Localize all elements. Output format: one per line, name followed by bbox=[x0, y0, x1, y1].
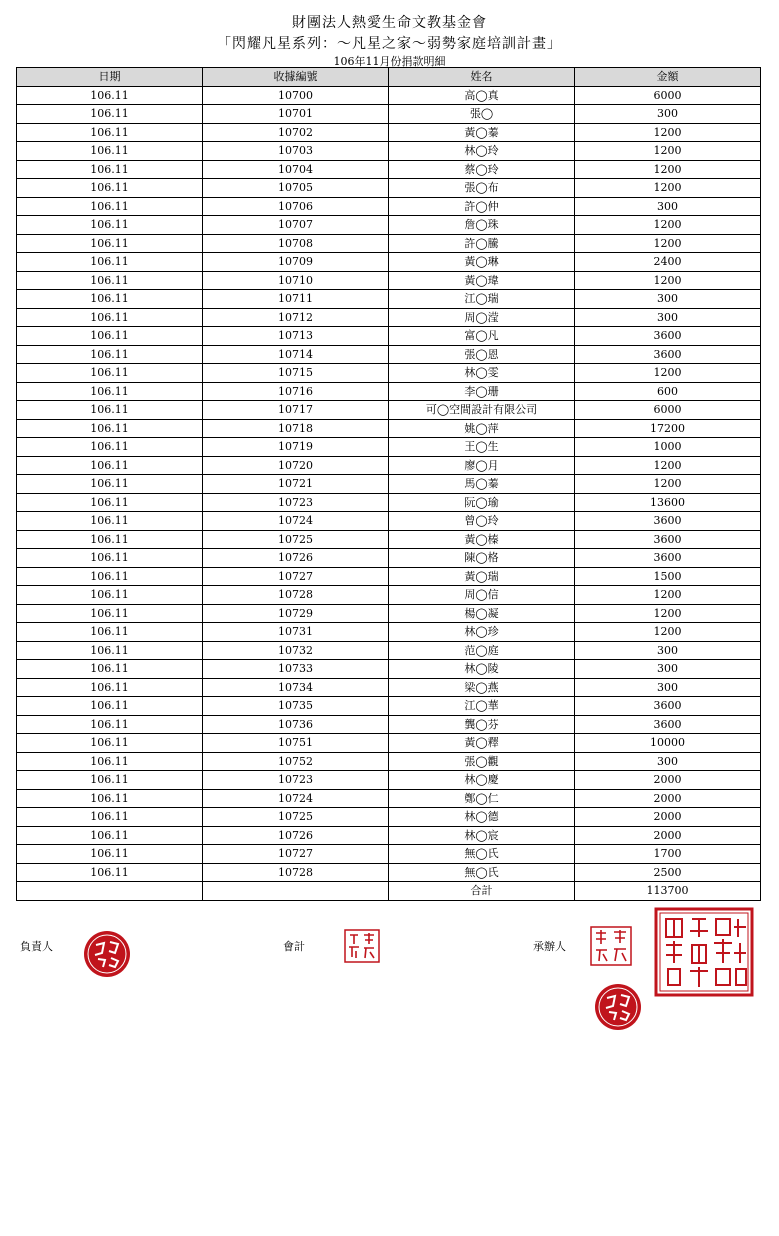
table-row bbox=[17, 826, 761, 845]
receipt-number-cell: 10752 bbox=[203, 752, 389, 771]
donor-name-cell: 陳◯格 bbox=[389, 549, 575, 568]
date-cell: 106.11 bbox=[17, 641, 203, 660]
receipt-number-cell: 10709 bbox=[203, 253, 389, 272]
donor-name-cell: 黃◯蓁 bbox=[389, 123, 575, 142]
date-cell: 106.11 bbox=[17, 549, 203, 568]
receipt-number-cell: 10703 bbox=[203, 142, 389, 161]
receipt-number-cell: 10710 bbox=[203, 271, 389, 290]
donor-name-cell: 林◯珍 bbox=[389, 623, 575, 642]
table-row bbox=[17, 105, 761, 124]
receipt-number-cell: 10725 bbox=[203, 808, 389, 827]
table-row bbox=[17, 401, 761, 420]
accounting-label: 會計 bbox=[283, 940, 305, 953]
date-cell: 106.11 bbox=[17, 327, 203, 346]
donor-name-cell: 江◯瑞 bbox=[389, 290, 575, 309]
date-cell: 106.11 bbox=[17, 863, 203, 882]
table-row bbox=[17, 438, 761, 457]
amount-cell: 1200 bbox=[575, 160, 761, 179]
handler-seal-icon bbox=[590, 926, 632, 966]
donor-name-cell: 周◯信 bbox=[389, 586, 575, 605]
receipt-number-cell: 10732 bbox=[203, 641, 389, 660]
receipt-number-cell: 10712 bbox=[203, 308, 389, 327]
table-row bbox=[17, 123, 761, 142]
col-name-header: 姓名 bbox=[389, 68, 575, 87]
receipt-number-cell: 10705 bbox=[203, 179, 389, 198]
receipt-number-cell: 10702 bbox=[203, 123, 389, 142]
amount-cell: 1200 bbox=[575, 604, 761, 623]
donor-name-cell: 高◯真 bbox=[389, 86, 575, 105]
date-cell: 106.11 bbox=[17, 752, 203, 771]
amount-cell: 3600 bbox=[575, 512, 761, 531]
table-row bbox=[17, 197, 761, 216]
receipt-number-cell: 10713 bbox=[203, 327, 389, 346]
receipt-number-cell: 10731 bbox=[203, 623, 389, 642]
date-cell: 106.11 bbox=[17, 530, 203, 549]
donor-name-cell: 蔡◯玲 bbox=[389, 160, 575, 179]
date-cell: 106.11 bbox=[17, 808, 203, 827]
responsible-label: 負責人 bbox=[20, 940, 53, 953]
table-row bbox=[17, 327, 761, 346]
amount-cell: 1200 bbox=[575, 623, 761, 642]
date-cell: 106.11 bbox=[17, 623, 203, 642]
date-cell: 106.11 bbox=[17, 123, 203, 142]
table-row bbox=[17, 623, 761, 642]
table-row bbox=[17, 364, 761, 383]
date-cell: 106.11 bbox=[17, 715, 203, 734]
receipt-number-cell: 10733 bbox=[203, 660, 389, 679]
table-row bbox=[17, 160, 761, 179]
table-row bbox=[17, 419, 761, 438]
amount-cell: 1200 bbox=[575, 234, 761, 253]
table-row bbox=[17, 456, 761, 475]
table-row bbox=[17, 86, 761, 105]
date-cell: 106.11 bbox=[17, 493, 203, 512]
table-row bbox=[17, 567, 761, 586]
amount-cell: 17200 bbox=[575, 419, 761, 438]
table-row bbox=[17, 808, 761, 827]
table-row bbox=[17, 845, 761, 864]
amount-cell: 2000 bbox=[575, 808, 761, 827]
amount-cell: 2000 bbox=[575, 826, 761, 845]
amount-cell: 300 bbox=[575, 197, 761, 216]
col-amount-header: 金額 bbox=[575, 68, 761, 87]
table-header-row bbox=[17, 68, 761, 87]
donor-name-cell: 林◯宸 bbox=[389, 826, 575, 845]
col-receipt-header: 收據編號 bbox=[203, 68, 389, 87]
donor-name-cell: 曾◯玲 bbox=[389, 512, 575, 531]
amount-cell: 300 bbox=[575, 641, 761, 660]
receipt-number-cell: 10706 bbox=[203, 197, 389, 216]
receipt-number-cell: 10715 bbox=[203, 364, 389, 383]
amount-cell: 2400 bbox=[575, 253, 761, 272]
date-cell: 106.11 bbox=[17, 419, 203, 438]
donor-name-cell: 林◯玲 bbox=[389, 142, 575, 161]
amount-cell: 13600 bbox=[575, 493, 761, 512]
receipt-number-cell: 10714 bbox=[203, 345, 389, 364]
donor-name-cell: 可◯空間設計有限公司 bbox=[389, 401, 575, 420]
table-row bbox=[17, 660, 761, 679]
table-row bbox=[17, 216, 761, 235]
table-row bbox=[17, 586, 761, 605]
donor-name-cell: 林◯慶 bbox=[389, 771, 575, 790]
total-value: 113700 bbox=[575, 882, 761, 901]
donor-name-cell: 黃◯瑞 bbox=[389, 567, 575, 586]
table-row bbox=[17, 179, 761, 198]
receipt-number-cell: 10735 bbox=[203, 697, 389, 716]
amount-cell: 300 bbox=[575, 308, 761, 327]
table-row bbox=[17, 641, 761, 660]
date-cell: 106.11 bbox=[17, 604, 203, 623]
donor-name-cell: 阮◯瑜 bbox=[389, 493, 575, 512]
table-row bbox=[17, 253, 761, 272]
report-subtitle: 106年11月份捐款明細 bbox=[333, 55, 446, 68]
amount-cell: 2500 bbox=[575, 863, 761, 882]
responsible-seal-icon bbox=[82, 929, 132, 979]
date-cell: 106.11 bbox=[17, 826, 203, 845]
date-cell: 106.11 bbox=[17, 586, 203, 605]
date-cell: 106.11 bbox=[17, 456, 203, 475]
table-row bbox=[17, 475, 761, 494]
amount-cell: 1200 bbox=[575, 586, 761, 605]
donor-name-cell: 梁◯燕 bbox=[389, 678, 575, 697]
donor-name-cell: 林◯德 bbox=[389, 808, 575, 827]
amount-cell: 1200 bbox=[575, 179, 761, 198]
amount-cell: 3600 bbox=[575, 697, 761, 716]
amount-cell: 2000 bbox=[575, 789, 761, 808]
date-cell: 106.11 bbox=[17, 160, 203, 179]
table-row bbox=[17, 530, 761, 549]
table-row bbox=[17, 142, 761, 161]
date-cell: 106.11 bbox=[17, 290, 203, 309]
table-row bbox=[17, 271, 761, 290]
date-cell: 106.11 bbox=[17, 697, 203, 716]
amount-cell: 3600 bbox=[575, 530, 761, 549]
responsible-seal-icon bbox=[593, 982, 643, 1032]
donor-name-cell: 廖◯月 bbox=[389, 456, 575, 475]
donor-name-cell: 李◯珊 bbox=[389, 382, 575, 401]
amount-cell: 1500 bbox=[575, 567, 761, 586]
donor-name-cell: 林◯陵 bbox=[389, 660, 575, 679]
donor-name-cell: 江◯華 bbox=[389, 697, 575, 716]
amount-cell: 1200 bbox=[575, 364, 761, 383]
donation-table bbox=[16, 67, 761, 901]
date-cell: 106.11 bbox=[17, 771, 203, 790]
donor-name-cell: 張◯恩 bbox=[389, 345, 575, 364]
date-cell: 106.11 bbox=[17, 678, 203, 697]
accounting-seal-icon bbox=[344, 929, 380, 963]
donor-name-cell: 詹◯珠 bbox=[389, 216, 575, 235]
total-row bbox=[17, 882, 761, 901]
donor-name-cell: 富◯凡 bbox=[389, 327, 575, 346]
donor-name-cell: 黃◯釋 bbox=[389, 734, 575, 753]
date-cell: 106.11 bbox=[17, 345, 203, 364]
receipt-number-cell: 10716 bbox=[203, 382, 389, 401]
receipt-number-cell: 10727 bbox=[203, 845, 389, 864]
table-row bbox=[17, 715, 761, 734]
table-row bbox=[17, 234, 761, 253]
receipt-number-cell: 10720 bbox=[203, 456, 389, 475]
amount-cell: 1200 bbox=[575, 456, 761, 475]
receipt-number-cell: 10704 bbox=[203, 160, 389, 179]
date-cell: 106.11 bbox=[17, 401, 203, 420]
handler-label: 承辦人 bbox=[533, 940, 566, 953]
receipt-number-cell: 10729 bbox=[203, 604, 389, 623]
table-row bbox=[17, 493, 761, 512]
receipt-number-cell: 10707 bbox=[203, 216, 389, 235]
donor-name-cell: 王◯生 bbox=[389, 438, 575, 457]
amount-cell: 6000 bbox=[575, 86, 761, 105]
date-cell: 106.11 bbox=[17, 197, 203, 216]
table-row bbox=[17, 604, 761, 623]
date-cell: 106.11 bbox=[17, 86, 203, 105]
donor-name-cell: 楊◯凝 bbox=[389, 604, 575, 623]
amount-cell: 1200 bbox=[575, 123, 761, 142]
donor-name-cell: 范◯庭 bbox=[389, 641, 575, 660]
total-empty-cell bbox=[17, 882, 203, 901]
receipt-number-cell: 10724 bbox=[203, 789, 389, 808]
date-cell: 106.11 bbox=[17, 253, 203, 272]
receipt-number-cell: 10728 bbox=[203, 863, 389, 882]
receipt-number-cell: 10725 bbox=[203, 530, 389, 549]
date-cell: 106.11 bbox=[17, 438, 203, 457]
amount-cell: 3600 bbox=[575, 549, 761, 568]
date-cell: 106.11 bbox=[17, 179, 203, 198]
amount-cell: 300 bbox=[575, 105, 761, 124]
receipt-number-cell: 10727 bbox=[203, 567, 389, 586]
receipt-number-cell: 10751 bbox=[203, 734, 389, 753]
date-cell: 106.11 bbox=[17, 271, 203, 290]
donor-name-cell: 周◯滢 bbox=[389, 308, 575, 327]
date-cell: 106.11 bbox=[17, 660, 203, 679]
donor-name-cell: 黃◯榛 bbox=[389, 530, 575, 549]
table-row bbox=[17, 512, 761, 531]
amount-cell: 300 bbox=[575, 660, 761, 679]
table-row bbox=[17, 697, 761, 716]
amount-cell: 300 bbox=[575, 752, 761, 771]
date-cell: 106.11 bbox=[17, 382, 203, 401]
total-label: 合計 bbox=[389, 882, 575, 901]
project-title: 「閃耀凡星系列：～凡星之家～弱勢家庭培訓計畫」 bbox=[217, 36, 562, 52]
amount-cell: 3600 bbox=[575, 345, 761, 364]
table-row bbox=[17, 678, 761, 697]
date-cell: 106.11 bbox=[17, 845, 203, 864]
donor-name-cell: 許◯騰 bbox=[389, 234, 575, 253]
receipt-number-cell: 10701 bbox=[203, 105, 389, 124]
table-row bbox=[17, 771, 761, 790]
amount-cell: 10000 bbox=[575, 734, 761, 753]
table-row bbox=[17, 789, 761, 808]
date-cell: 106.11 bbox=[17, 234, 203, 253]
donor-name-cell: 鄭◯仁 bbox=[389, 789, 575, 808]
table-row bbox=[17, 290, 761, 309]
amount-cell: 300 bbox=[575, 678, 761, 697]
receipt-number-cell: 10723 bbox=[203, 493, 389, 512]
donor-name-cell: 許◯仲 bbox=[389, 197, 575, 216]
receipt-number-cell: 10717 bbox=[203, 401, 389, 420]
date-cell: 106.11 bbox=[17, 364, 203, 383]
date-cell: 106.11 bbox=[17, 308, 203, 327]
date-cell: 106.11 bbox=[17, 789, 203, 808]
amount-cell: 1200 bbox=[575, 475, 761, 494]
table-row bbox=[17, 382, 761, 401]
amount-cell: 1700 bbox=[575, 845, 761, 864]
amount-cell: 300 bbox=[575, 290, 761, 309]
receipt-number-cell: 10728 bbox=[203, 586, 389, 605]
table-row bbox=[17, 308, 761, 327]
donor-name-cell: 黃◯瑋 bbox=[389, 271, 575, 290]
receipt-number-cell: 10736 bbox=[203, 715, 389, 734]
amount-cell: 1000 bbox=[575, 438, 761, 457]
receipt-number-cell: 10708 bbox=[203, 234, 389, 253]
organization-seal-icon bbox=[654, 907, 754, 997]
receipt-number-cell: 10723 bbox=[203, 771, 389, 790]
receipt-number-cell: 10711 bbox=[203, 290, 389, 309]
amount-cell: 2000 bbox=[575, 771, 761, 790]
receipt-number-cell: 10719 bbox=[203, 438, 389, 457]
donor-name-cell: 無◯氏 bbox=[389, 845, 575, 864]
date-cell: 106.11 bbox=[17, 512, 203, 531]
table-row bbox=[17, 549, 761, 568]
amount-cell: 1200 bbox=[575, 271, 761, 290]
table-row bbox=[17, 863, 761, 882]
receipt-number-cell: 10724 bbox=[203, 512, 389, 531]
receipt-number-cell: 10721 bbox=[203, 475, 389, 494]
receipt-number-cell: 10726 bbox=[203, 549, 389, 568]
donor-name-cell: 林◯雯 bbox=[389, 364, 575, 383]
donor-name-cell: 無◯氏 bbox=[389, 863, 575, 882]
donor-name-cell: 姚◯萍 bbox=[389, 419, 575, 438]
date-cell: 106.11 bbox=[17, 105, 203, 124]
col-date-header: 日期 bbox=[17, 68, 203, 87]
date-cell: 106.11 bbox=[17, 142, 203, 161]
amount-cell: 600 bbox=[575, 382, 761, 401]
amount-cell: 3600 bbox=[575, 327, 761, 346]
donor-name-cell: 龔◯芬 bbox=[389, 715, 575, 734]
amount-cell: 6000 bbox=[575, 401, 761, 420]
donor-name-cell: 張◯觀 bbox=[389, 752, 575, 771]
date-cell: 106.11 bbox=[17, 475, 203, 494]
amount-cell: 1200 bbox=[575, 142, 761, 161]
amount-cell: 3600 bbox=[575, 715, 761, 734]
receipt-number-cell: 10734 bbox=[203, 678, 389, 697]
date-cell: 106.11 bbox=[17, 216, 203, 235]
receipt-number-cell: 10718 bbox=[203, 419, 389, 438]
date-cell: 106.11 bbox=[17, 734, 203, 753]
donor-name-cell: 張◯ bbox=[389, 105, 575, 124]
receipt-number-cell: 10726 bbox=[203, 826, 389, 845]
donor-name-cell: 馬◯蓁 bbox=[389, 475, 575, 494]
table-row bbox=[17, 734, 761, 753]
total-empty-cell bbox=[203, 882, 389, 901]
table-row bbox=[17, 752, 761, 771]
date-cell: 106.11 bbox=[17, 567, 203, 586]
table-row bbox=[17, 345, 761, 364]
amount-cell: 1200 bbox=[575, 216, 761, 235]
receipt-number-cell: 10700 bbox=[203, 86, 389, 105]
donor-name-cell: 黃◯琳 bbox=[389, 253, 575, 272]
donor-name-cell: 張◯布 bbox=[389, 179, 575, 198]
org-title: 財團法人熱愛生命文教基金會 bbox=[292, 15, 487, 31]
